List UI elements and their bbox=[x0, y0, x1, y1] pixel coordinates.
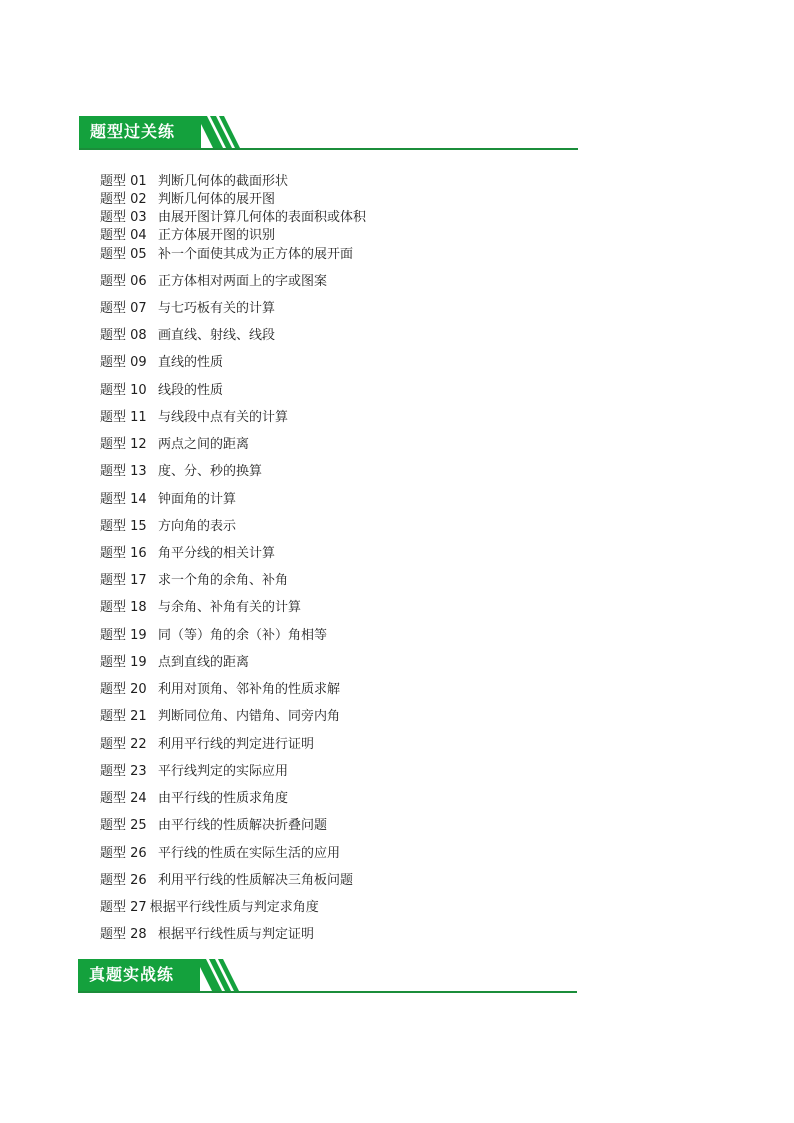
list-item: 题型 18 与余角、补角有关的计算 bbox=[100, 600, 302, 615]
list-item: 题型 21 判断同位角、内错角、同旁内角 bbox=[100, 709, 341, 724]
list-item: 题型 01 判断几何体的截面形状 bbox=[100, 174, 289, 189]
list-item: 题型 05 补一个面使其成为正方体的展开面 bbox=[100, 247, 354, 262]
list-item: 题型 03 由展开图计算几何体的表面积或体积 bbox=[100, 210, 367, 225]
list-item: 题型 09 直线的性质 bbox=[100, 355, 224, 370]
list-item: 题型 25 由平行线的性质解决折叠问题 bbox=[100, 818, 328, 833]
header-rule bbox=[79, 148, 578, 150]
section-title: 真题实战练 bbox=[89, 965, 175, 984]
list-item: 题型 07 与七巧板有关的计算 bbox=[100, 301, 276, 316]
list-item: 题型 16 角平分线的相关计算 bbox=[100, 546, 276, 561]
list-item: 题型 23 平行线判定的实际应用 bbox=[100, 764, 289, 779]
section-header-practice bbox=[79, 116, 579, 152]
list-item: 题型 04 正方体展开图的识别 bbox=[100, 228, 276, 243]
header-rule bbox=[78, 991, 577, 993]
list-item: 题型 11 与线段中点有关的计算 bbox=[100, 410, 289, 425]
list-item: 题型 19 点到直线的距离 bbox=[100, 655, 250, 670]
list-item: 题型 10 线段的性质 bbox=[100, 383, 224, 398]
list-item: 题型 15 方向角的表示 bbox=[100, 519, 237, 534]
list-item: 题型 27 根据平行线性质与判定求角度 bbox=[100, 900, 319, 915]
list-item: 题型 08 画直线、射线、线段 bbox=[100, 328, 276, 343]
stripes-decoration bbox=[197, 116, 247, 148]
list-item: 题型 14 钟面角的计算 bbox=[100, 492, 237, 507]
list-item: 题型 13 度、分、秒的换算 bbox=[100, 464, 263, 479]
list-item: 题型 17 求一个角的余角、补角 bbox=[100, 573, 289, 588]
section-header-real-exam bbox=[78, 959, 578, 995]
section-title: 题型过关练 bbox=[90, 122, 176, 141]
list-item: 题型 06 正方体相对两面上的字或图案 bbox=[100, 274, 328, 289]
list-item: 题型 24 由平行线的性质求角度 bbox=[100, 791, 289, 806]
list-item: 题型 12 两点之间的距离 bbox=[100, 437, 250, 452]
list-item: 题型 20 利用对顶角、邻补角的性质求解 bbox=[100, 682, 341, 697]
list-item: 题型 28 根据平行线性质与判定证明 bbox=[100, 927, 315, 942]
stripes-decoration bbox=[196, 959, 246, 991]
list-item: 题型 19 同（等）角的余（补）角相等 bbox=[100, 628, 328, 643]
list-item: 题型 22 利用平行线的判定进行证明 bbox=[100, 737, 315, 752]
list-item: 题型 26 利用平行线的性质解决三角板问题 bbox=[100, 873, 354, 888]
list-item: 题型 26 平行线的性质在实际生活的应用 bbox=[100, 846, 341, 861]
list-item: 题型 02 判断几何体的展开图 bbox=[100, 192, 276, 207]
